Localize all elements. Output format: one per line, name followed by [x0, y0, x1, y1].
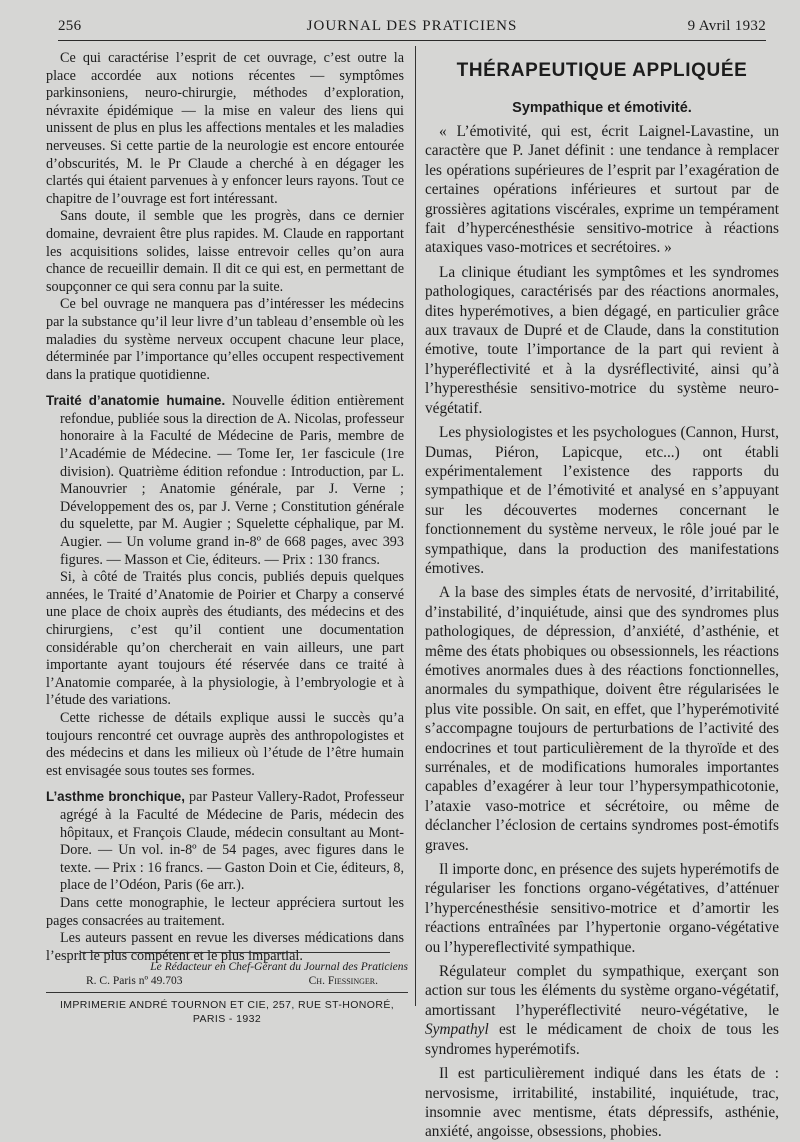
footer-rule: [80, 952, 390, 953]
column-divider: [415, 46, 416, 1006]
article-paragraph: La clinique étudiant les symptômes et les syndromes pathologiques, caractérisés par des réactions anormales, dites hyperémotives, a bien dégagé, en particulier grâce aux travaux de Dupré et de Claude, dans la constitution émotive, toute l’importance de la part qui revient à l’hyperéflectivité et à la dysréflectivité, ainsi qu’à l’hyperesthésie sensitivo-motrice du système neuro-végétatif.: [425, 263, 779, 417]
article-paragraph: Les physiologistes et les psychologues (Cannon, Hurst, Dumas, Piéron, Lapicque, etc...) ont établi expérimentalement l’existence des rapports du sympathique et de l’émotivité et analysé en s’appuyant sur les découvertes modernes concernant le fonctionnement du système nerveux, le rôle joué par le sympathique, dans la production des manifestations émotives.: [425, 424, 779, 577]
footer-signature: Ch. Fiessinger.: [308, 975, 378, 987]
review-citation: Nouvelle édition entièrement refondue, publiée sous la direction de A. Nicolas, professeur honoraire à la Faculté de Médecine de Paris, membre de l’Académie de Médecine. — Tome Ier, 1er fascicule (1re division). Quatrième édition refondue : Introduction, par L. Manouvrier ; Anatomie générale, par J. Verne ; Développement des os, par J. Verne ; Constitution générale du squelette, par M. Augier ; Squelette céphalique, par M. Augier. — Un volume grand in-8º de 668 pages, avec 393 figures. — Masson et Cie, éditeurs. — Prix : 130 francs.: [60, 393, 404, 568]
page-header: [58, 14, 766, 36]
left-paragraph: Sans doute, il semble que les progrès, dans ce dernier domaine, devraient être plus rapides. M. Claude en rapportant les acquisitions solides, laisse entrevoir celles qu’on aura chance de recueillir demain. Il dit ce qui est, en permettant de soupçonner ce qui sera connu par la suite.: [46, 208, 404, 295]
review-paragraph: Les auteurs passent en revue les diverses médications dans l’esprit le plus compétent et le plus impartial.: [46, 930, 404, 964]
journal-title: JOURNAL DES PRATICIENS: [306, 18, 518, 34]
section-title: THÉRAPEUTIQUE APPLIQUÉE: [456, 60, 748, 81]
product-name: Sympathyl: [425, 1021, 489, 1039]
printer-imprint: IMPRIMERIE ANDRÉ TOURNON ET CIE, 257, RUE ST-HONORÉ, PARIS - 1932: [59, 999, 395, 1025]
footer-rule: [46, 992, 408, 993]
issue-date: 9 Avril 1932: [687, 18, 766, 34]
review-paragraph: Cette richesse de détails explique aussi le succès qu’a toujours rencontré cet ouvrage auprès des anthropologistes et des médecins et dans les milieux où l’étude de l’être humain est envisagée sous toutes ses formes.: [46, 709, 404, 779]
left-column: [46, 50, 404, 965]
book-review-anatomie: [46, 392, 404, 569]
article-paragraph: [425, 962, 779, 1059]
page-number: 256: [58, 18, 82, 34]
paragraph-text: est le médicament de choix de tous les syndromes hyperémotifs.: [425, 1021, 779, 1058]
article-paragraph: « L’émotivité, qui est, écrit Laignel-Lavastine, un caractère que P. Janet définit : une tendance à remplacer les opérations supérieures de l’esprit par l’exagération de certaines opérations inférieures et surtout par de grossières agitations viscérales, exprime un tempérament fait d’hypercénesthésie sensitivo-motrice à réactions ataxiques vaso-motrices et secrétoires. »: [425, 123, 779, 257]
left-paragraph: Ce bel ouvrage ne manquera pas d’intéresser les médecins par la substance qu’il leur livre d’un tableau d’ensemble où les maladies du système nerveux occupent chacune leur place, déterminée par l’importance qu’elles occupent respectivement dans la pratique quotidienne.: [46, 296, 404, 383]
article-paragraph: A la base des simples états de nervosité, d’irritabilité, d’instabilité, d’inquiétude, ainsi que des syndromes plus pathologiques, de dépression, d’anxiété, d’asthénie, et même des états phobiques ou obsessionnels, les réactions émotives anormales dues à des réactions fonctionnelles, anormales du sympathique, doivent être régularisées le plus vite possible. On sait, en effet, que l’hyperémotivité s’accompagne toujours de perturbations de l’activité des endocrines et tout particulièrement de la thyroïde et des surrénales, et de modifications humorales importantes capables d’exagérer à leur tour l’hypersympathicotonie, l’ataxie vaso-motrice et sécrétoire, ou même de déclancher l’éclosion de certains syndromes post-émotifs graves.: [425, 584, 779, 854]
review-paragraph: Dans cette monographie, le lecteur appréciera surtout les pages consacrées au traitement.: [46, 894, 404, 929]
article-paragraph: Il importe donc, en présence des sujets hyperémotifs de régulariser les fonctions organo-végétatives, d’atténuer l’hypercénesthésie sensitivo-motrice et d’amortir les réactions entraînées par l’hypertonie organo-végétative ou l’hypereflectivité sympathique.: [425, 861, 779, 956]
footer-editor-line: Le Rédacteur en Chef-Gérant du Journal des Praticiens: [150, 961, 408, 973]
review-title: L’asthme bronchique,: [46, 789, 185, 805]
paragraph-text: Régulateur complet du sympathique, exerçant son action sur tous les éléments du système organo-végétatif, amortissant l’hyperéflectivité neuro-végétative, le: [425, 963, 779, 1019]
footer-rc: R. C. Paris nº 49.703: [86, 975, 183, 987]
right-column: [425, 52, 779, 1142]
review-citation: par Pasteur Vallery-Radot, Professeur agrégé à la Faculté de Médecine de Paris, médecin des hôpitaux, et François Claude, médecin consultant au Mont-Dore. — Un vol. in-8º de 54 pages, avec figures dans le texte. — Prix : 16 francs. — Gaston Doin et Cie, éditeurs, 8, place de l’Odéon, Paris (6e arr.).: [60, 789, 404, 894]
left-paragraph: Ce qui caractérise l’esprit de cet ouvrage, c’est outre la place accordée aux notions récentes — symptômes parkinsoniens, neuro-chirurgie, méthodes d’exploration, névraxite épidémique — la mise en valeur des liens qui unissent de plus en plus les affections mentales et les maladies nerveuses. Si cette partie de la neurologie est encore entourée d’obscurités, M. le Pr Claude a cherché à en dégager les clartés qui étaient parvenues à y enfoncer leurs rayons. Tout ce chapitre de l’ouvrage est fort intéressant.: [46, 50, 404, 207]
review-paragraph: Si, à côté de Traités plus concis, publiés depuis quelques années, le Traité d’Anatomie de Poirier et Charpy a conservé une place de choix auprès des étudiants, des médecins et des chirurgiens, c’est qu’il contient une documentation considérable qu’on chercherait en vain ailleurs, une part importante ayant toujours été réservée dans ce traité à l’Anatomie comparée, à la physiologie, à l’embryologie et à l’étude des variations.: [46, 569, 404, 709]
book-review-asthme: [46, 788, 404, 895]
review-title: Traité d’anatomie humaine.: [46, 393, 226, 409]
header-rule: [58, 40, 766, 41]
article-paragraph: Il est particulièrement indiqué dans les états de : nervosisme, irritabilité, instabilité, inquiétude, trac, insomnie avec mentisme, états dépressifs, asthénie, anxiété, angoisse, obsessions, phobies.: [425, 1065, 779, 1141]
article-subtitle: Sympathique et émotivité.: [512, 100, 692, 116]
